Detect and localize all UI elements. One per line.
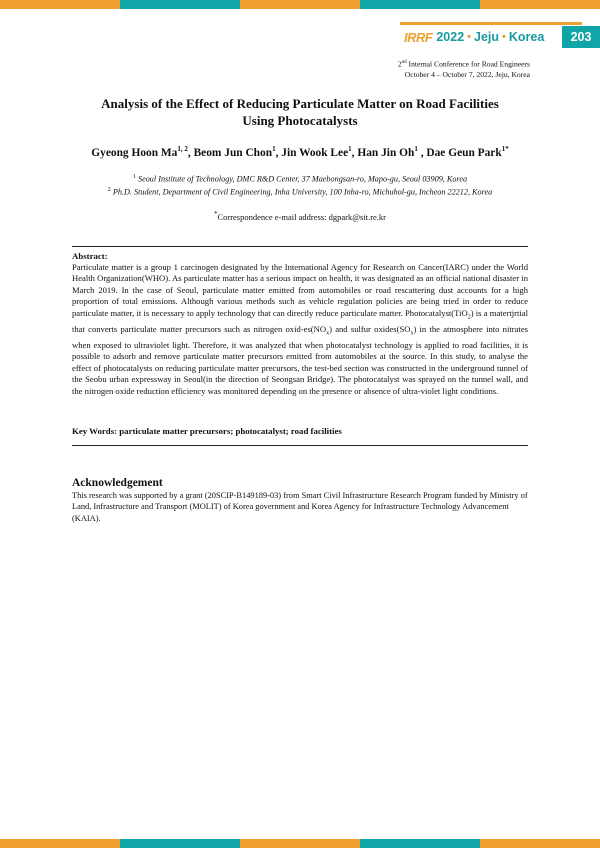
author-separator: , xyxy=(187,146,194,159)
author-name: Beom Jun Chon xyxy=(193,146,273,159)
logo-place-2: Korea xyxy=(508,30,545,44)
band-segment xyxy=(120,0,240,9)
author-sup: 1, 2 xyxy=(177,145,188,153)
author-name: Jin Wook Lee xyxy=(281,146,349,159)
band-segment xyxy=(360,0,480,9)
author-sup: 1 xyxy=(348,145,352,153)
divider-bottom xyxy=(72,445,528,446)
abstract-subscript: x xyxy=(410,330,414,337)
affiliation-text: Ph.D. Student, Department of Civil Engineering, Inha University, 100 Inha-ro, Michuhol-gu, Incheon 22212, Korea xyxy=(112,187,493,197)
paper-title xyxy=(60,95,540,129)
band-segment xyxy=(480,0,600,9)
band-segment xyxy=(0,839,120,848)
author-sup: 1 xyxy=(272,145,276,153)
logo-dot: • xyxy=(502,31,506,43)
abstract-subscript: 2 xyxy=(467,314,471,321)
author-separator: , xyxy=(275,146,282,159)
affiliation xyxy=(40,172,560,185)
author-name: Gyeong Hoon Ma xyxy=(91,146,178,159)
affiliation xyxy=(40,185,560,198)
conference-name-line xyxy=(398,58,530,70)
abstract-text: ) in the atmosphere into nitrates when exposed to ultraviolet light. Therefore, it was analyzed that when photocatalyst technology is applied to road facilities, it is possible to adsorb and remove particulate matter precursors emitted from automobiles at the source. In this study, to analyse the effect of photocatalysts on reducing particulate matter precursors, the test-bed section was constructed in the underground tunnel of the Seobu urban expressway in Seoul(in the direction of Seongsan Bridge). The photocatalyst was sprayed on the tunnel wall, and the nitrogen oxide reduction efficiency was monitored depending on the presence or absence of ultra-violet light conditions. xyxy=(72,323,528,396)
conference-ordinal: 2 xyxy=(397,59,402,69)
author-separator: , xyxy=(351,146,358,159)
band-segment xyxy=(480,839,600,848)
band-segment xyxy=(240,0,360,9)
author-separator: , xyxy=(417,146,427,159)
band-segment xyxy=(360,839,480,848)
conference-ordinal-suffix: nd xyxy=(401,60,407,65)
author-sup: 1 xyxy=(414,145,418,153)
logo-mark: IRRF xyxy=(404,29,433,45)
acknowledgement-body: This research was supported by a grant (20SCIP-B149189-03) from Smart Civil Infrastructure Research Program funded by Ministry of Land, Infrastructure and Transport (MOLIT) of Korea government and Korea Agency for Infrastructure Technology Advancement (KAIA). xyxy=(72,491,528,523)
abstract-subscript: x xyxy=(326,330,330,337)
correspondence xyxy=(40,210,560,222)
bottom-color-band xyxy=(0,839,600,848)
band-segment xyxy=(0,0,120,9)
page-number: 203 xyxy=(562,26,600,48)
conference-name: Internal Conference for Road Engineers xyxy=(408,59,530,69)
abstract-text: ) is a matertjrtial that converts particulate matter precursors such as nitrogen oxid-es(NO xyxy=(72,307,528,334)
divider-top xyxy=(72,246,528,247)
band-segment xyxy=(120,839,240,848)
author-sup: 1* xyxy=(501,145,509,153)
logo-year: 2022 xyxy=(436,30,465,44)
keywords: Key Words: particulate matter precursors; photocatalyst; road facilities xyxy=(72,426,342,436)
affiliations xyxy=(40,172,560,198)
logo-place-1: Jeju xyxy=(474,30,500,44)
title-line-2: Using Photocatalysts xyxy=(242,113,358,128)
conference-info xyxy=(398,58,530,80)
abstract-body xyxy=(72,262,528,397)
affiliation-sup: 2 xyxy=(107,187,111,194)
author-list xyxy=(40,145,560,159)
correspondence-text: Correspondence e-mail address: dgpark@sit.re.kr xyxy=(217,211,387,222)
abstract-text: Particulate matter is a group 1 carcinogen designated by the International Agency for Research on Cancer(IARC) under the World Health Organization(WHO). As particulate matter has a serious impact on health, it was designated as an official national disaster in March 2019. In the case of Seoul, particulate matter emitted from automobiles or road rescattering dust accounts for a high proportion of total emissions. Although various methods such as vehicle regulation policies are being tried in order to reduce particulate matter, it is necessary to apply technology that can directly reduce particulate matter. Photocatalyst(TiO xyxy=(72,262,528,318)
header-accent-line xyxy=(400,22,582,25)
conference-dates: October 4 – October 7, 2022, Jeju, Korea xyxy=(404,69,530,79)
correspondence-mark: * xyxy=(213,210,218,218)
author-name: Han Jin Oh xyxy=(357,146,415,159)
acknowledgement-heading: Acknowledgement xyxy=(72,477,163,489)
title-line-1: Analysis of the Effect of Reducing Particulate Matter on Road Facilities xyxy=(101,96,499,111)
band-segment xyxy=(240,839,360,848)
affiliation-text: Seoul Institute of Technology, DMC R&D Center, 37 Maebongsan-ro, Mapo-gu, Seoul 03909, Korea xyxy=(137,174,468,184)
abstract-heading: Abstract: xyxy=(72,251,108,261)
affiliation-sup: 1 xyxy=(132,174,136,180)
author-name: Dae Geun Park xyxy=(426,146,502,159)
logo-dot: • xyxy=(467,31,472,43)
abstract-text: ) and sulfur oxides(SO xyxy=(329,323,411,334)
conference-logo xyxy=(404,28,544,46)
top-color-band xyxy=(0,0,600,9)
